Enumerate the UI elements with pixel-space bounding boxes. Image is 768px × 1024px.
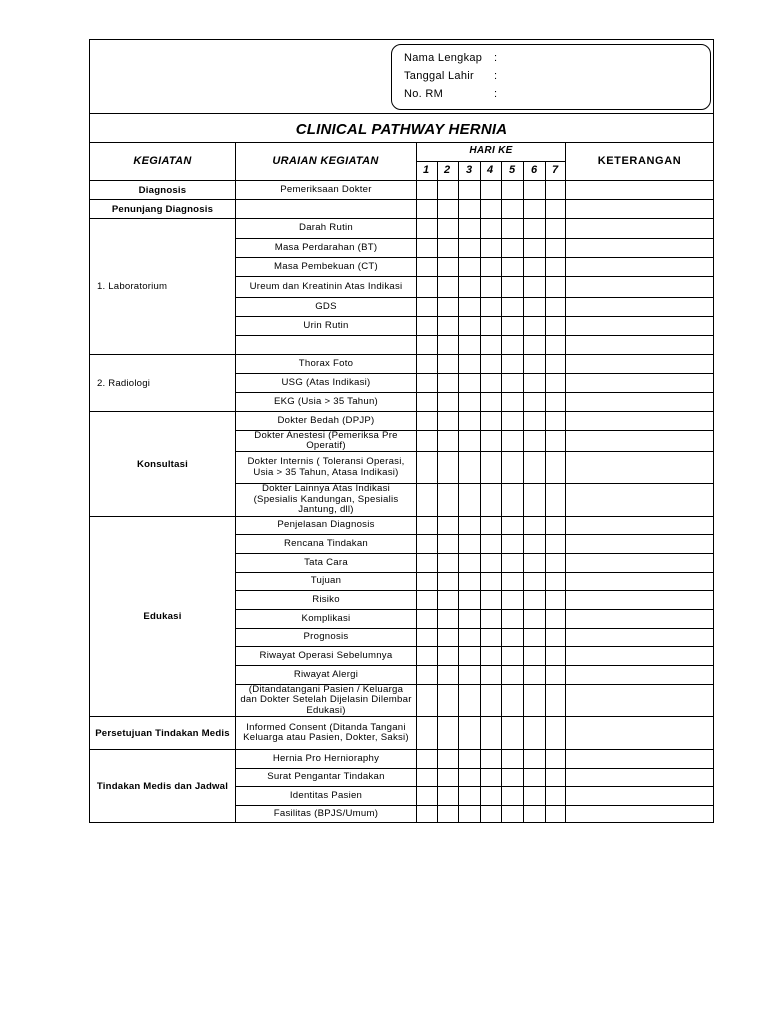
column-rule-day (501, 161, 502, 823)
row-rule (235, 553, 565, 554)
keterangan-row-rule (565, 590, 714, 591)
row-rule (235, 276, 565, 277)
keterangan-row-rule (565, 572, 714, 573)
patient-field-rm-colon: : (494, 88, 498, 100)
activity-description: Risiko (312, 593, 340, 605)
header-keterangan: KETERANGAN (597, 155, 682, 167)
keterangan-row-rule (565, 646, 714, 647)
row-rule (235, 805, 565, 806)
category-label: Tindakan Medis dan Jadwal (96, 781, 229, 792)
category-label: Diagnosis (138, 184, 187, 196)
category-label: 2. Radiologi (97, 377, 151, 389)
activity-description: Komplikasi (301, 612, 351, 624)
keterangan-row-rule (565, 628, 714, 629)
activity-description: USG (Atas Indikasi) (281, 376, 371, 388)
column-rule-day (545, 161, 546, 823)
row-rule (235, 257, 565, 258)
column-rule-day (480, 161, 481, 823)
header-day-number: 6 (530, 164, 538, 176)
keterangan-row-rule (565, 451, 714, 452)
activity-description: GDS (315, 300, 337, 312)
keterangan-row-rule (565, 218, 714, 219)
row-rule (235, 786, 565, 787)
activity-description: EKG (Usia > 35 Tahun) (274, 395, 378, 407)
header-day-number: 7 (551, 164, 559, 176)
patient-field-name-label: Nama Lengkap (404, 52, 483, 64)
activity-description: Tujuan (310, 575, 342, 587)
activity-description: Rencana Tindakan (283, 537, 368, 549)
activity-description: (Ditandatangani Pasien / Keluarga dan Dokter Setelah Dijelasin Dilembar Edukasi) (240, 683, 412, 716)
keterangan-row-rule (565, 483, 714, 484)
activity-description: Masa Pembekuan (CT) (274, 260, 378, 272)
activity-description: Riwayat Alergi (293, 668, 359, 680)
row-rule (235, 392, 565, 393)
row-rule (235, 483, 565, 484)
header-day-number: 2 (443, 164, 451, 176)
patient-field-rm-label: No. RM (404, 88, 444, 100)
keterangan-row-rule (565, 276, 714, 277)
row-rule (235, 218, 565, 219)
keterangan-row-rule (565, 553, 714, 554)
row-rule (235, 199, 565, 200)
row-rule (235, 768, 565, 769)
activity-description: Informed Consent (Ditanda Tangani Keluarga atau Pasien, Dokter, Saksi) (243, 721, 409, 743)
category-label: 1. Laboratorium (97, 281, 168, 292)
header-day-number: 1 (422, 164, 430, 176)
row-rule (235, 430, 565, 431)
activity-description: Dokter Internis ( Toleransi Operasi, Usia > 35 Tahun, Atasa Indikasi) (247, 456, 405, 478)
keterangan-row-rule (565, 749, 714, 750)
header-day-number: 3 (465, 164, 473, 176)
row-rule (235, 646, 565, 647)
keterangan-row-rule (565, 199, 714, 200)
row-rule (235, 316, 565, 317)
keterangan-row-rule (565, 238, 714, 239)
column-rule-day (458, 161, 459, 823)
row-rule (235, 411, 565, 412)
row-rule (235, 665, 565, 666)
activity-description: Dokter Bedah (DPJP) (277, 414, 375, 426)
keterangan-row-rule (565, 335, 714, 336)
row-rule (235, 749, 565, 750)
row-rule (235, 297, 565, 298)
activity-description: Penjelasan Diagnosis (277, 519, 375, 531)
title-top-rule (89, 113, 714, 114)
row-rule (235, 590, 565, 591)
keterangan-row-rule (565, 411, 714, 412)
column-rule-day (437, 161, 438, 823)
hari-ke-rule (416, 161, 565, 162)
header-hari-ke: HARI KE (469, 145, 513, 156)
keterangan-row-rule (565, 716, 714, 717)
row-rule (235, 373, 565, 374)
keterangan-row-rule (565, 354, 714, 355)
activity-description (236, 336, 416, 354)
keterangan-row-rule (565, 534, 714, 535)
header-uraian: URAIAN KEGIATAN (272, 155, 379, 167)
row-rule (235, 572, 565, 573)
keterangan-row-rule (565, 516, 714, 517)
keterangan-row-rule (565, 786, 714, 787)
header-top-rule (89, 142, 714, 143)
keterangan-row-rule (565, 316, 714, 317)
keterangan-row-rule (565, 684, 714, 685)
row-rule (235, 684, 565, 685)
keterangan-row-rule (565, 430, 714, 431)
keterangan-row-rule (565, 392, 714, 393)
row-rule (235, 609, 565, 610)
keterangan-row-rule (565, 609, 714, 610)
category-label: Penunjang Diagnosis (111, 203, 214, 215)
category-label: Edukasi (143, 611, 182, 622)
patient-field-dob-colon: : (494, 70, 498, 82)
header-day-number: 5 (508, 164, 516, 176)
activity-description: Hernia Pro Hernioraphy (272, 752, 380, 764)
patient-identity-box (391, 44, 711, 110)
activity-description: Prognosis (303, 631, 349, 643)
keterangan-row-rule (565, 373, 714, 374)
row-rule (235, 716, 565, 717)
activity-description: Urin Rutin (303, 319, 349, 331)
row-rule (235, 335, 565, 336)
keterangan-row-rule (565, 297, 714, 298)
activity-description: Riwayat Operasi Sebelumnya (259, 649, 393, 661)
activity-description: Surat Pengantar Tindakan (267, 771, 385, 783)
keterangan-row-rule (565, 805, 714, 806)
activity-description: Dokter Anestesi (Pemeriksa Pre Operatif) (254, 429, 398, 451)
activity-description: Fasilitas (BPJS/Umum) (273, 808, 379, 820)
row-rule (235, 354, 565, 355)
category-label: Persetujuan Tindakan Medis (95, 727, 230, 739)
activity-description: Tata Cara (304, 556, 348, 568)
activity-description: Thorax Foto (298, 357, 354, 369)
activity-description (236, 200, 416, 218)
keterangan-row-rule (565, 257, 714, 258)
keterangan-row-rule (565, 768, 714, 769)
row-rule (235, 628, 565, 629)
page-title: CLINICAL PATHWAY HERNIA (295, 121, 508, 138)
row-rule (235, 451, 565, 452)
patient-field-dob-label: Tanggal Lahir (404, 70, 474, 82)
row-rule (235, 534, 565, 535)
activity-description: Dokter Lainnya Atas Indikasi (Spesialis Kandungan, Spesialis Jantung, dll) (253, 483, 399, 516)
row-rule (235, 516, 565, 517)
activity-description: Identitas Pasien (289, 789, 363, 801)
activity-description: Ureum dan Kreatinin Atas Indikasi (249, 280, 403, 292)
column-rule-day (523, 161, 524, 823)
row-rule (235, 238, 565, 239)
keterangan-row-rule (565, 665, 714, 666)
header-day-number: 4 (486, 164, 494, 176)
category-label: Konsultasi (136, 458, 189, 470)
patient-field-name-colon: : (494, 52, 498, 64)
header-kegiatan: KEGIATAN (133, 155, 192, 167)
activity-description: Pemeriksaan Dokter (280, 183, 372, 195)
activity-description: Masa Perdarahan (BT) (274, 241, 378, 253)
activity-description: Darah Rutin (299, 222, 353, 234)
